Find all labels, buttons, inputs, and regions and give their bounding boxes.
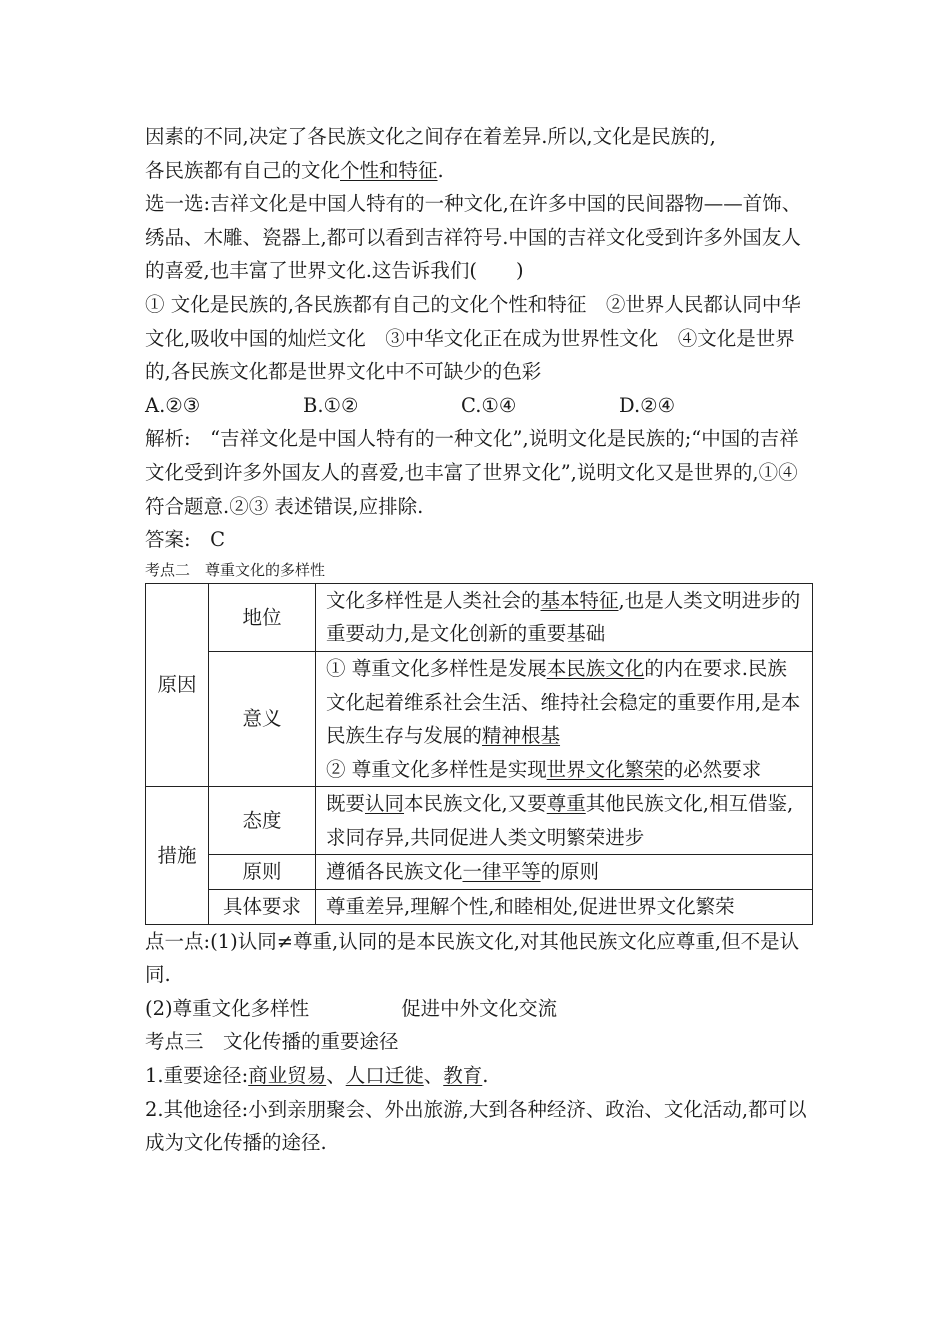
meaning-label: 意义 (209, 651, 316, 786)
section-2-heading: 考点二 尊重文化的多样性 (145, 560, 326, 579)
point-note: 点一点:(1)认同≠尊重,认同的是本民族文化,对其他民族文化应尊重,但不是认同. (145, 929, 800, 987)
status-text: 文化多样性是人类社会的基本特征,也是人类文明进步的重要动力,是文化创新的重要基础 (316, 583, 813, 651)
option-a: A.②③ (145, 393, 201, 417)
table-row (146, 855, 813, 890)
requirement-label: 具体要求 (209, 890, 316, 925)
document-page (145, 120, 815, 1160)
option-b: B.①② (303, 393, 359, 417)
intro-line: 因素的不同,决定了各民族文化之间存在着差异.所以,文化是民族的, (145, 125, 716, 148)
principle-text: 遵循各民族文化一律平等的原则 (316, 855, 813, 890)
question-items: ① 文化是民族的,各民族都有自己的文化个性和特征 ②世界人民都认同中华文化,吸收中国的灿烂文化 ③中华文化正在成为世界性文化 ④文化是世界的,各民族文化都是世界文化中不可缺少的色彩 (145, 292, 801, 384)
option-c: C.①④ (461, 393, 517, 417)
other-routes: 2.其他途径:小到亲朋聚会、外出旅游,大到各种经济、政治、文化活动,都可以成为文化传播的途径. (145, 1097, 807, 1155)
option-d: D.②④ (619, 393, 676, 417)
reason-cell: 原因 (146, 583, 209, 787)
table-row (146, 651, 813, 786)
question-stem: 选一选:吉祥文化是中国人特有的一种文化,在许多中国的民间器物——首饰、绣品、木雕、瓷器上,都可以看到吉祥符号.中国的吉祥文化受到许多外国友人的喜爱,也丰富了世界文化.这告诉我们( ) (145, 192, 802, 283)
status-label: 地位 (209, 583, 316, 651)
intro-line-2: 各民族都有自己的文化个性和特征. (145, 158, 444, 182)
point-note-2: (2)尊重文化多样性 促进中外文化交流 (145, 996, 558, 1020)
table-row (146, 890, 813, 925)
meaning-text: ① 尊重文化多样性是发展本民族文化的内在要求.民族文化起着维系社会生活、维持社会稳定的重要作用,是本民族生存与发展的精神根基 ② 尊重文化多样性是实现世界文化繁荣的必然要求 (316, 651, 813, 786)
attitude-text: 既要认同本民族文化,又要尊重其他民族文化,相互借鉴,求同存异,共同促进人类文明繁荣进步 (316, 787, 813, 855)
measure-cell: 措施 (146, 787, 209, 924)
requirement-text: 尊重差异,理解个性,和睦相处,促进世界文化繁荣 (316, 890, 813, 925)
diversity-table (145, 583, 813, 925)
section-3-heading: 考点三 文化传播的重要途径 (145, 1030, 399, 1054)
underlined-term: 个性和特征 (340, 158, 438, 182)
table-row (146, 787, 813, 855)
attitude-label: 态度 (209, 787, 316, 855)
answer-text: 答案: C (145, 528, 225, 552)
important-routes: 1.重要途径:商业贸易、人口迁徙、教育. (145, 1064, 489, 1088)
analysis-text: 解析: “吉祥文化是中国人特有的一种文化”,说明文化是民族的;“中国的吉祥文化受到许多外国友人的喜爱,也丰富了世界文化”,说明文化又是世界的,①④ 符合题意.②③ 表述错误,应排除. (145, 427, 804, 518)
principle-label: 原则 (209, 855, 316, 890)
answer-options (145, 389, 815, 423)
table-row (146, 583, 813, 651)
